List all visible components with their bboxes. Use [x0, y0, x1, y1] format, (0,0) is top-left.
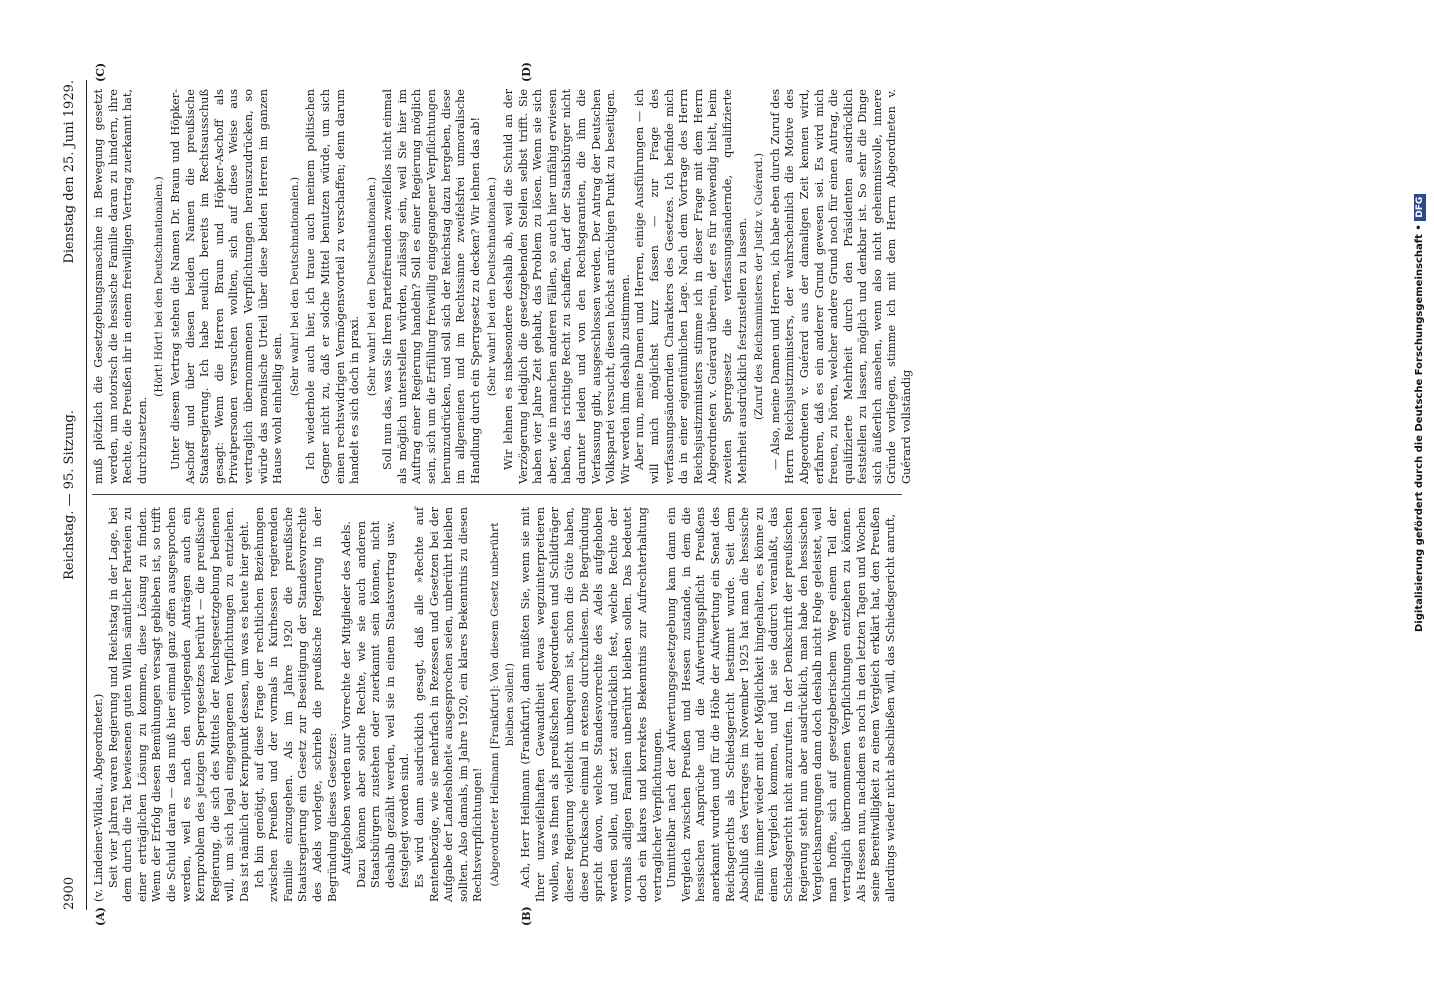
paragraph: Unmittelbar nach der Aufwertungsgesetzgebung kam dann ein Vergleich zwischen Preußen und Hessen zustande, in dem die hessischen Ansprüche und die Aufwertungspflicht Preußens anerkannt wurden und für die Höhe der Aufwertung ein Senat des Reichsgerichts als Schiedsgericht bestimmt wurde. Seit dem Abschluß des Vertrages im November 1925 hat man die hessische Familie immer wieder mit der Möglichkeit hingehalten, es könne zu einem Vergleich kommen, und hat sie dadurch veranlaßt, das Schiedsgericht nicht anzurufen. In der Denkschrift der preußischen Regierung steht nun aber ausdrücklich, man habe den hessischen Vergleichsanregungen dann doch deshalb nicht Folge geleistet, weil man hoffte, sich auf gesetzgeberischem Wege einem Teil der vertraglich übernommenen Verpflichtungen entziehen zu können. Als Hessen nun, nachdem es noch in den letzten Tagen und Wochen seine Bereitwilligkeit zu einem Vergleich erklärt hat, den Preußen allerdings wieder nicht abschließen will, das Schiedsgericht anruft, [665, 507, 898, 902]
interjection: (Abgeordneter Heilmann [Frankfurt]: Von diesem Gesetz unberührt bleiben sollen!) [489, 522, 516, 887]
margin-marker-a: (A) [94, 907, 107, 926]
interjection: (Sehr wahr! bei den Deutschnationalen.) [365, 176, 378, 397]
interjection: (Hört! Hört! bei den Deutschnationalen.) [153, 176, 166, 397]
paragraph: Soll nun das, was Sie Ihren Parteifreunden zweifellos nicht einmal als möglich unterstellen würden, zulässig sein, weil Sie hier im Auftrag einer Regierung handeln? Soll es einer Regierung möglich sein, sich um die Erfüllung freiwillig eingegangener Verpflichtungen herumzudrücken, und soll sich der Reichstag dazu hergeben, diese im allgemeinen und im Rechtssinne zweifelsfrei unmoralische Handlung durch ein Sperrgesetz zu decken? Wir lehnen das ab! [381, 89, 482, 484]
session-title: Reichstag. — 95. Sitzung. [62, 410, 77, 580]
interjection: (Sehr wahr! bei den Deutschnationalen.) [288, 176, 301, 397]
paragraph: Seit vier Jahren waren Regierung und Reichstag in der Lage, bei dem durch die Tat bewiesenen guten Willen sämtlicher Parteien zu einer erträglichen Lösung zu kommen, diese Lösung zu finden. Wenn der Erfolg diesen Bemühungen versagt geblieben ist, so trifft die Schuld daran — das muß hier einmal ganz offen ausgesprochen werden, weil es nach den vorliegenden Anträgen auch ein Kernproblem des jetzigen Sperrgesetzes berührt — die preußische Regierung, die sich des Mittels der Reichsgesetzgebung bedienen will, um sich legal eingegangenen Verpflichtungen zu entziehen. Das ist nämlich der Kernpunkt dessen, um was es heute hier geht. [106, 507, 251, 902]
block-quote: Aufgehoben werden nur Vorrechte der Mitglieder des Adels. Dazu können aber solche Rechte, wie sie auch anderen Staatsbürgern zustehen oder zuerkannt sein können, nicht deshalb gezählt werden, weil sie in einem Staatsvertrag usw. festgelegt worden sind. [340, 521, 412, 888]
paragraph: Ich wiederhole auch hier, ich traue auch meinem politischen Gegner nicht zu, daß er solche Mittel benutzen würde, um sich einen rechtswidrigen Vermögensvorteil zu verschaffen; denn darum handelt es sich doch in praxi. [304, 89, 362, 484]
page-number: 2900 [62, 876, 77, 910]
credit-text: Digitalisierung gefördert durch die Deutsche Forschungsgemeinschaft • [1414, 224, 1425, 632]
paragraph: Ach, Herr Heilmann (Frankfurt), dann müßten Sie, wenn sie mit Ihrer unzweifelhaften Gewandtheit etwas wegzuinterpretieren wollen, was Ihnen als preußischen Abgeordneten und Schildträger dieser Regierung vielleicht unbequem ist, schon die Güte haben, diese Drucksache einmal in extenso durchzulesen. Die Begründung spricht davon, welche Standesvorrechte des Adels aufgehoben werden sollen, und setzt ausdrücklich fest, welche Rechte der vormals adligen Familien unberührt bleiben sollen. Das bedeutet doch ein klares und korrektes Bekenntnis zur Aufrechterhaltung vertraglicher Verpflichtungen. [519, 507, 664, 902]
margin-marker-c: (C) [94, 62, 107, 82]
margin-marker-b: (B) [520, 906, 533, 926]
paragraph: — Also, meine Damen und Herren, ich habe eben durch Zuruf des Herrn Reichsjustizministers, der wahrscheinlich die Motive des Abgeordneten v. Guérard aus der damaligen Zeit kennen wird, erfahren, daß es ein anderer Grund gewesen sei. Es wird mich freuen, zu hören, welcher andere Grund noch für einen Antrag, die qualifizierte Mehrheit durch den Präsidenten ausdrücklich feststellen zu lassen, möglich und denkbar ist. So sehr die Dinge sich äußerlich ansehen, wenn also nicht geheimnisvolle, innere Gründe vorliegen, stimme ich mit dem Herrn Abgeordneten v. Guérard vollständig [768, 89, 914, 484]
page-header [62, 80, 84, 910]
interjection: (Sehr wahr! bei den Deutschnationalen.) [486, 176, 499, 397]
interjection: (Zuruf des Reichsministers der Justiz v. Guérard.) [753, 153, 766, 420]
paragraph: Es wird dann ausdrücklich gesagt, daß alle »Rechte auf Rentenbezüge, wie sie mehrfach in Rezessen und Gesetzen bei der Aufgabe der Landeshoheit« ausgesprochen seien, unberührt bleiben sollten. Also damals, im Jahre 1920, ein klares Bekenntnis zu diesen Rechtsverpflichtungen! [413, 507, 485, 902]
digitization-credit [1412, 12, 1428, 632]
paragraph: muß plötzlich die Gesetzgebungsmaschine in Bewegung gesetzt werden, um notorisch die hessische Familie daran zu hindern, ihre Rechte, die Preußen ihr in einem freiwilligen Vertrag zuerkannt hat, durchzusetzen. [92, 89, 149, 484]
speaker-line: (v. Lindeiner-Wildau, Abgeordneter.) [92, 693, 105, 902]
margin-marker-d: (D) [520, 62, 533, 82]
column-left [92, 507, 899, 902]
column-divider [92, 494, 902, 495]
column-right [92, 89, 915, 484]
paragraph: Ich bin genötigt, auf diese Frage der rechtlichen Beziehungen zwischen Preußen und der vormals in Kurhessen regierenden Familie einzugehen. Als im Jahre 1920 die preußische Staatsregierung ein Gesetz zur Beseitigung der Standesvorrechte des Adels vorlegte, schrieb die preußische Regierung in der Begründung dieses Gesetzes: [252, 507, 339, 902]
paragraph: Aber nun, meine Damen und Herren, einige Ausführungen — ich will mich möglichst kurz fassen — zur Frage des verfassungsändernden Charakters des Gesetzes. Ich befinde mich da in einer eigentümlichen Lage. Nach dem Vortrage des Herrn Reichsjustizministers stimme ich in dieser Frage mit dem Herrn Abgeordneten v. Guérard überein, der es für notwendig hielt, beim zweiten Sperrgesetz die verfassungsändernde, qualifizierte Mehrheit ausdrücklich festzustellen zu lassen. [633, 89, 749, 484]
header-rule [86, 80, 87, 910]
paragraph: Unter diesem Vertrag stehen die Namen Dr. Braun und Höpker-Aschoff und über diesen beiden Namen die preußische Staatsregierung. Ich habe neulich bereits im Rechtsausschuß gesagt: Wenn die Herren Braun und Höpker-Aschoff als Privatpersonen versuchen wollten, sich auf diese Weise aus vertraglich übernommenen Verpflichtungen herauszudrücken, so würde das moralische Urteil über diese beiden Herren im ganzen Hause wohl einhellig sein. [168, 89, 285, 484]
paragraph: Wir lehnen es insbesondere deshalb ab, weil die Schuld an der Verzögerung lediglich die gesetzgebenden Stellen selbst trifft. Sie haben vier Jahre Zeit gehabt, das Problem zu lösen. Wenn sie sich aber, wie in manchen anderen Fällen, so auch hier unfähig erwiesen haben, das richtige Recht zu schaffen, darf der Staatsbürger nicht darunter leiden und von den Rechtsgarantien, die ihm die Verfassung gibt, ausgeschlossen werden. Der Antrag der Deutschen Volkspartei versucht, diesen höchst anrüchigen Punkt zu beseitigen. Wir werden ihm deshalb zustimmen. [502, 89, 632, 484]
session-date: Dienstag den 25. Juni 1929. [62, 80, 77, 264]
dfg-logo: DFG [1414, 194, 1426, 221]
